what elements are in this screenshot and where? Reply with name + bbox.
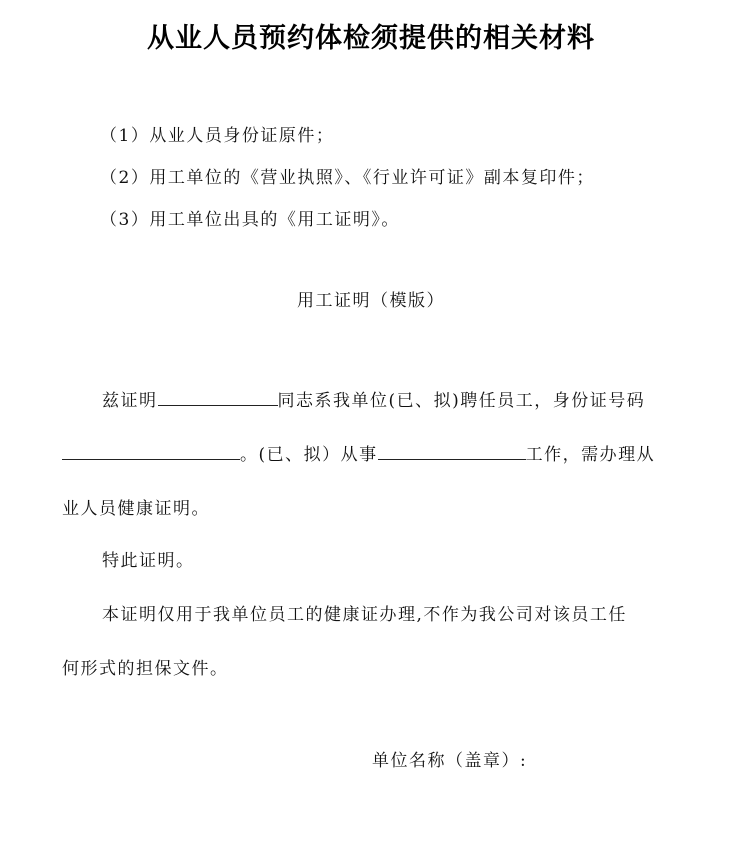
id-number-blank — [62, 443, 240, 460]
signature-label: 单位名称（盖章）: — [372, 751, 528, 771]
certificate-line-1 — [102, 386, 645, 411]
template-title: 用工证明（模版） — [297, 291, 445, 311]
certificate-line-4: 特此证明。 — [102, 551, 195, 571]
job-blank — [378, 443, 526, 460]
name-blank — [158, 389, 278, 406]
requirement-1: （1）从业人员身份证原件； — [100, 126, 335, 146]
certificate-line-6: 何形式的担保文件。 — [62, 659, 229, 679]
certificate-text: 。(已、拟）从事 — [240, 445, 378, 465]
certificate-line-2 — [62, 440, 655, 465]
certificate-text: 兹证明 — [102, 391, 158, 411]
requirement-3: （3）用工单位出具的《用工证明》。 — [100, 210, 400, 230]
certificate-text: 同志系我单位(已、拟)聘任员工，身份证号码 — [277, 391, 646, 411]
certificate-line-5: 本证明仅用于我单位员工的健康证办理,不作为我公司对该员工任 — [102, 605, 627, 625]
document-title: 从业人员预约体检须提供的相关材料 — [147, 23, 595, 54]
certificate-line-3: 业人员健康证明。 — [62, 499, 210, 519]
certificate-text: 工作，需办理从 — [525, 445, 656, 465]
requirement-2: （2）用工单位的《营业执照》、《行业许可证》副本复印件； — [100, 168, 595, 188]
